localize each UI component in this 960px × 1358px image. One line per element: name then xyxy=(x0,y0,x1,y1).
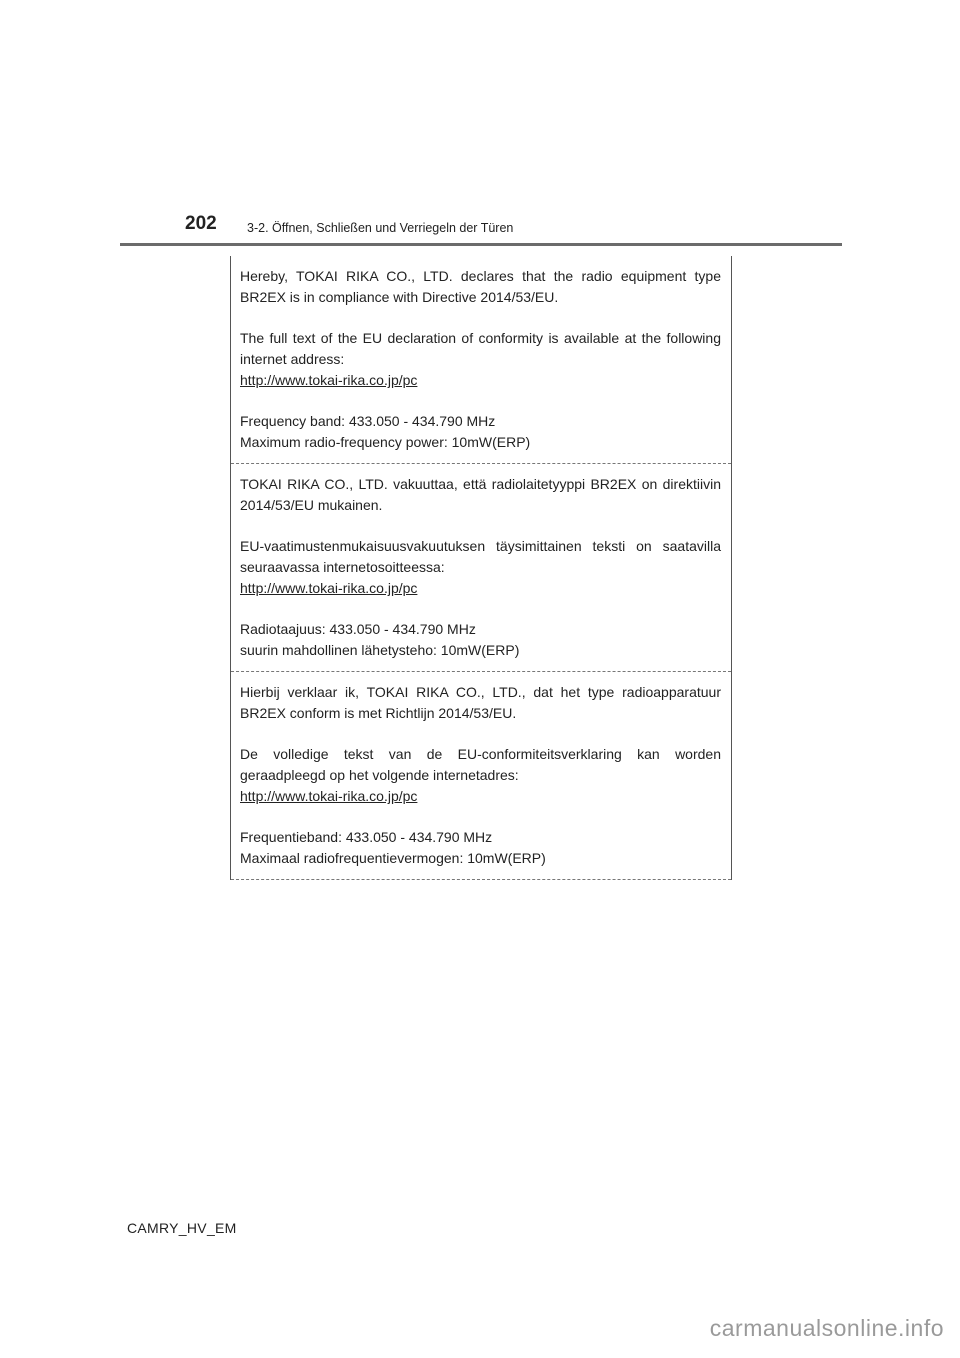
section-title: 3-2. Öffnen, Schließen und Verriegeln der Türen xyxy=(247,221,514,235)
fulltext-paragraph xyxy=(240,744,721,807)
fulltext-paragraph xyxy=(240,328,721,391)
declaration-text: Hierbij verklaar ik, TOKAI RIKA CO., LTD., dat het type radioapparatuur BR2EX conform is met Richtlijn 2014/53/EU. xyxy=(240,684,721,721)
watermark: carmanualsonline.info xyxy=(709,1315,944,1341)
fulltext-text: EU-vaatimustenmukaisuusvakuutuksen täysimittainen teksti on saatavilla seuraavassa internetosoitteessa: xyxy=(240,538,721,575)
declaration-url-link[interactable]: http://www.tokai-rika.co.jp/pc xyxy=(240,580,418,596)
power-text: suurin mahdollinen lähetysteho: 10mW(ERP) xyxy=(240,642,520,658)
declaration-text: TOKAI RIKA CO., LTD. vakuuttaa, että radiolaitetyyppi BR2EX on direktiivin 2014/53/EU mukainen. xyxy=(240,476,721,513)
declaration-box xyxy=(230,256,732,880)
declaration-block-dutch xyxy=(231,672,731,880)
declaration-block-english xyxy=(231,256,731,464)
declaration-url-link[interactable]: http://www.tokai-rika.co.jp/pc xyxy=(240,372,418,388)
header-divider xyxy=(120,243,842,246)
declaration-block-finnish xyxy=(231,464,731,672)
page-number: 202 xyxy=(185,213,217,234)
frequency-text: Radiotaajuus: 433.050 - 434.790 MHz xyxy=(240,621,476,637)
power-text: Maximaal radiofrequentievermogen: 10mW(ERP) xyxy=(240,850,546,866)
power-text: Maximum radio-frequency power: 10mW(ERP) xyxy=(240,434,531,450)
declaration-text: Hereby, TOKAI RIKA CO., LTD. declares that the radio equipment type BR2EX is in compliance with Directive 2014/53/EU. xyxy=(240,268,721,305)
frequency-paragraph xyxy=(240,619,721,661)
declaration-url-link[interactable]: http://www.tokai-rika.co.jp/pc xyxy=(240,788,418,804)
frequency-paragraph xyxy=(240,411,721,453)
fulltext-text: The full text of the EU declaration of conformity is available at the following internet address: xyxy=(240,330,721,367)
frequency-paragraph xyxy=(240,827,721,869)
fulltext-paragraph xyxy=(240,536,721,599)
frequency-text: Frequency band: 433.050 - 434.790 MHz xyxy=(240,413,496,429)
fulltext-text: De volledige tekst van de EU-conformiteitsverklaring kan worden geraadpleegd op het volgende internetadres: xyxy=(240,746,721,783)
frequency-text: Frequentieband: 433.050 - 434.790 MHz xyxy=(240,829,493,845)
document-code: CAMRY_HV_EM xyxy=(127,1220,237,1236)
